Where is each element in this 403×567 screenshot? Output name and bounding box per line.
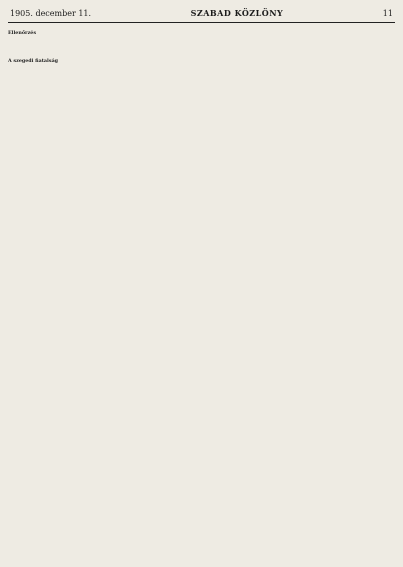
issue-date: 1905. december 11. [10,9,92,18]
article-paragraph [269,58,395,63]
article-title: A szegedi fiatalság [8,57,59,64]
article-paragraph [269,46,395,51]
article-paragraph [139,39,265,44]
column-2 [139,27,265,562]
article-paragraph [269,70,395,75]
article-paragraph [139,64,265,69]
article-paragraph [8,71,134,76]
article-paragraph [8,43,134,48]
article-paragraph [139,70,265,75]
column-3 [269,27,395,562]
article-paragraph [269,52,395,57]
article-paragraph [8,77,134,82]
article-paragraph [269,27,395,32]
article-paragraph [8,49,134,54]
article-title: Ellenőrzés [8,30,37,36]
masthead [8,8,395,23]
page-number: 11 [382,9,393,18]
article-paragraph [269,33,395,38]
article-paragraph [139,58,265,63]
article-paragraph [139,46,265,51]
newspaper-title: SZABAD KÖZLÖNY [190,8,284,18]
article-paragraph [139,27,265,32]
article-paragraph [269,64,395,69]
column-1 [8,27,134,562]
article-paragraph [269,39,395,44]
article-paragraph [8,37,134,42]
article-paragraph [8,65,134,70]
article-columns [8,27,395,562]
article-paragraph [139,33,265,38]
article-paragraph [139,52,265,57]
